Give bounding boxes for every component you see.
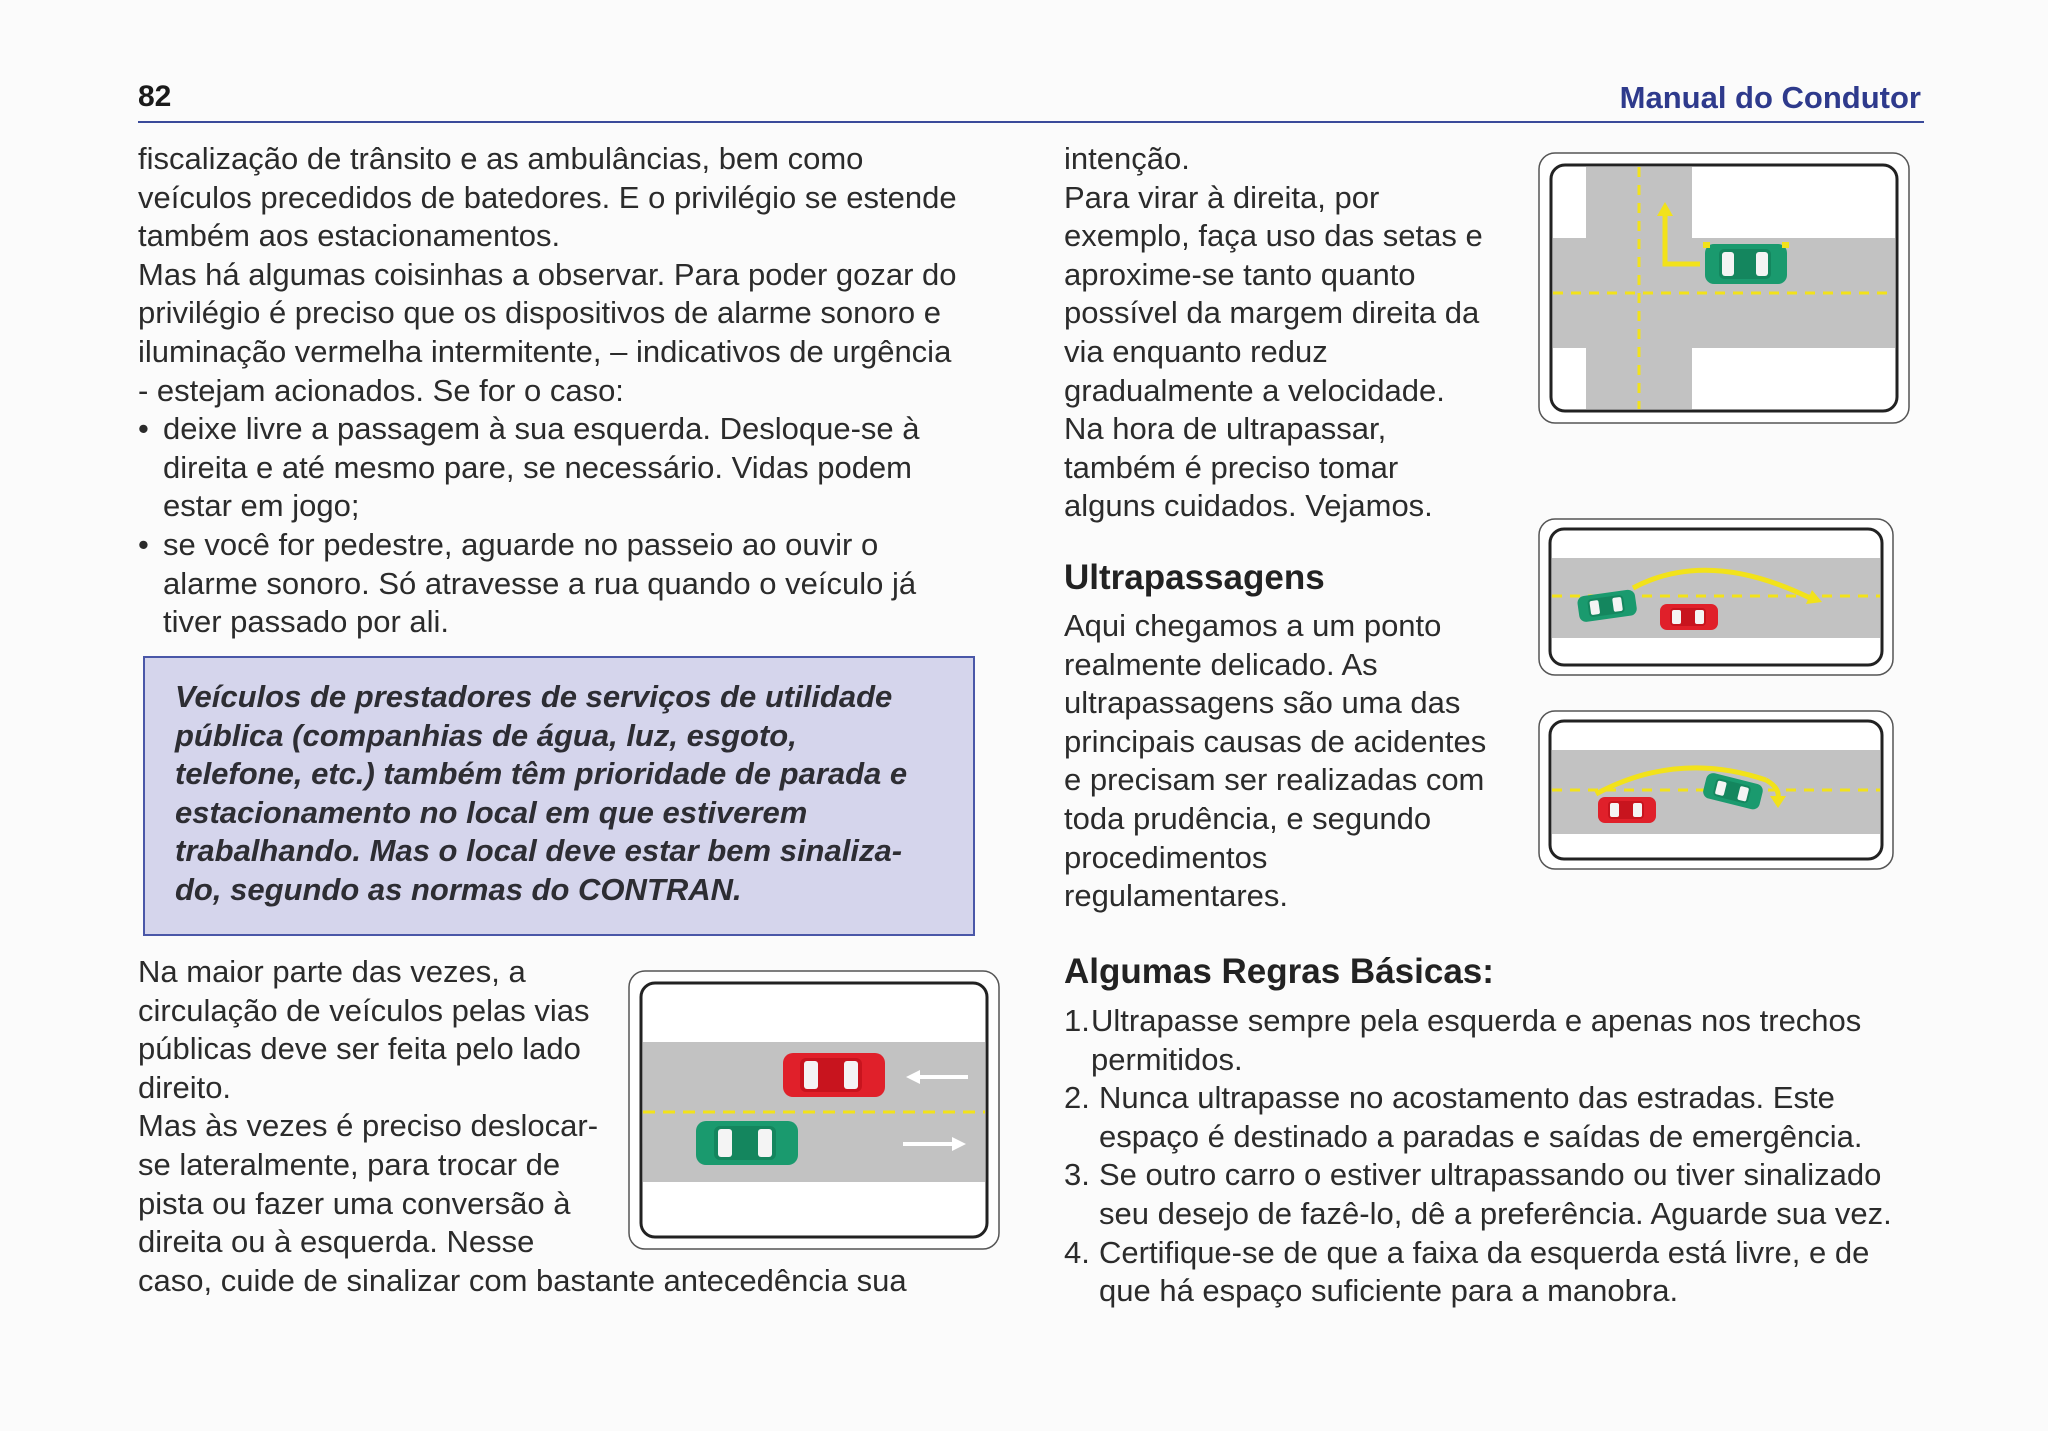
text-line: alarme sonoro. Só atravesse a rua quando o veículo já [163,565,917,601]
text-line: estar em jogo; [163,488,360,524]
header-divider [138,121,1924,123]
notice-line: estacionamento no local em que estiverem [175,794,808,830]
text-line: privilégio é preciso que os dispositivos de alarme sonoro e [138,295,941,331]
text-line: Certifique-se de que a faixa da esquerda está livre, e de [1099,1234,1870,1270]
notice-line: telefone, etc.) também têm prioridade de parada e [175,756,908,792]
left-intro [138,140,998,642]
text-line: Nunca ultrapasse no acostamento das estradas. Este [1099,1080,1835,1116]
text-line: - estejam acionados. Se for o caso: [138,372,624,408]
text-line: circulação de veículos pelas vias [138,992,590,1028]
right-turn-diagram [1538,152,1910,424]
rule-number: 4. [1064,1234,1090,1270]
text-line: Se outro carro o estiver ultrapassando ou tiver sinalizado [1099,1157,1882,1193]
text-line: direita ou à esquerda. Nesse [138,1224,535,1260]
notice-line: Veículos de prestadores de serviços de utilidade [175,679,893,714]
text-line: Mas há algumas coisinhas a observar. Para poder gozar do [138,256,957,292]
text-line: possível da margem direita da [1064,295,1480,331]
text-line: via enquanto reduz [1064,333,1328,369]
page-title: Manual do Condutor [1619,80,1921,115]
text-line: intenção. [1064,141,1190,176]
section-title-ultrapassagens: Ultrapassagens [1064,558,1325,597]
text-line: principais causas de acidentes [1064,723,1487,759]
text-line: direito. [138,1069,232,1105]
rule-item [1064,1079,1934,1156]
rule-number: 3. [1064,1157,1090,1193]
text-line: Ultrapasse sempre pela esquerda e apenas nos trechos [1091,1003,1862,1038]
text-line: que há espaço suficiente para a manobra. [1099,1273,1679,1309]
text-line: também é preciso tomar [1064,449,1399,485]
rules-list [1064,1002,1934,1311]
text-line: públicas deve ser feita pelo lado [138,1031,581,1067]
text-line: toda prudência, e segundo [1064,800,1432,836]
ultrapassagens-text [1064,607,1544,916]
circulation-text-end: caso, cuide de sinalizar com bastante antecedência sua [138,1263,907,1298]
text-line: realmente delicado. As [1064,646,1378,682]
text-line: fiscalização de trânsito e as ambulâncias, bem como [138,141,864,176]
bullet-marker: • [138,411,149,447]
right-intro [1064,140,1544,526]
notice-line: pública (companhias de água, luz, esgoto, [175,717,797,753]
text-line: procedimentos [1064,839,1268,875]
text-line: se lateralmente, para trocar de [138,1146,561,1182]
text-line: exemplo, faça uso das setas e [1064,218,1483,254]
text-line: também aos estacionamentos. [138,218,561,254]
return-lane-diagram [1538,710,1894,870]
text-line: Mas às vezes é preciso deslocar- [138,1108,599,1144]
text-line: alguns cuidados. Vejamos. [1064,488,1433,524]
text-line: direita e até mesmo pare, se necessário. Vidas podem [163,449,912,485]
text-line: permitidos. [1091,1041,1243,1077]
bullet-item [138,410,998,526]
circulation-text [138,953,618,1262]
text-line: Para virar à direita, por [1064,179,1380,215]
text-line: se você for pedestre, aguarde no passeio ao ouvir o [163,526,879,562]
text-line: seu desejo de fazê-lo, dê a preferência. Aguarde sua vez. [1099,1195,1892,1231]
bullet-item [138,526,998,642]
rule-item [1064,1156,1934,1233]
rule-item [1064,1234,1934,1311]
text-line: iluminação vermelha intermitente, – indicativos de urgência [138,333,952,369]
notice-line: trabalhando. Mas o local deve estar bem sinaliza- [175,833,903,869]
text-line: ultrapassagens são uma das [1064,685,1461,721]
text-line: deixe livre a passagem à sua esquerda. Desloque-se à [163,411,920,447]
text-line: espaço é destinado a paradas e saídas de emergência. [1099,1118,1863,1154]
page-number: 82 [138,80,172,113]
rule-item [1064,1002,1934,1079]
two-way-road-diagram [628,970,1000,1250]
rule-number: 1. [1064,1003,1090,1038]
text-line: aproxime-se tanto quanto [1064,256,1416,292]
text-line: Na maior parte das vezes, a [138,954,526,989]
rule-number: 2. [1064,1080,1090,1116]
text-line: veículos precedidos de batedores. E o privilégio se estende [138,179,957,215]
text-line: pista ou fazer uma conversão à [138,1185,571,1221]
notice-box [143,656,975,936]
text-line: regulamentares. [1064,878,1289,914]
text-line: gradualmente a velocidade. [1064,372,1445,408]
overtaking-diagram [1538,518,1894,676]
text-line: tiver passado por ali. [163,604,450,640]
bullet-marker: • [138,526,149,562]
text-line: e precisam ser realizadas com [1064,762,1485,798]
notice-line: do, segundo as normas do CONTRAN. [175,871,742,907]
text-line: Aqui chegamos a um ponto [1064,608,1442,643]
section-title-regras: Algumas Regras Básicas: [1064,952,1494,991]
text-line: Na hora de ultrapassar, [1064,411,1387,447]
